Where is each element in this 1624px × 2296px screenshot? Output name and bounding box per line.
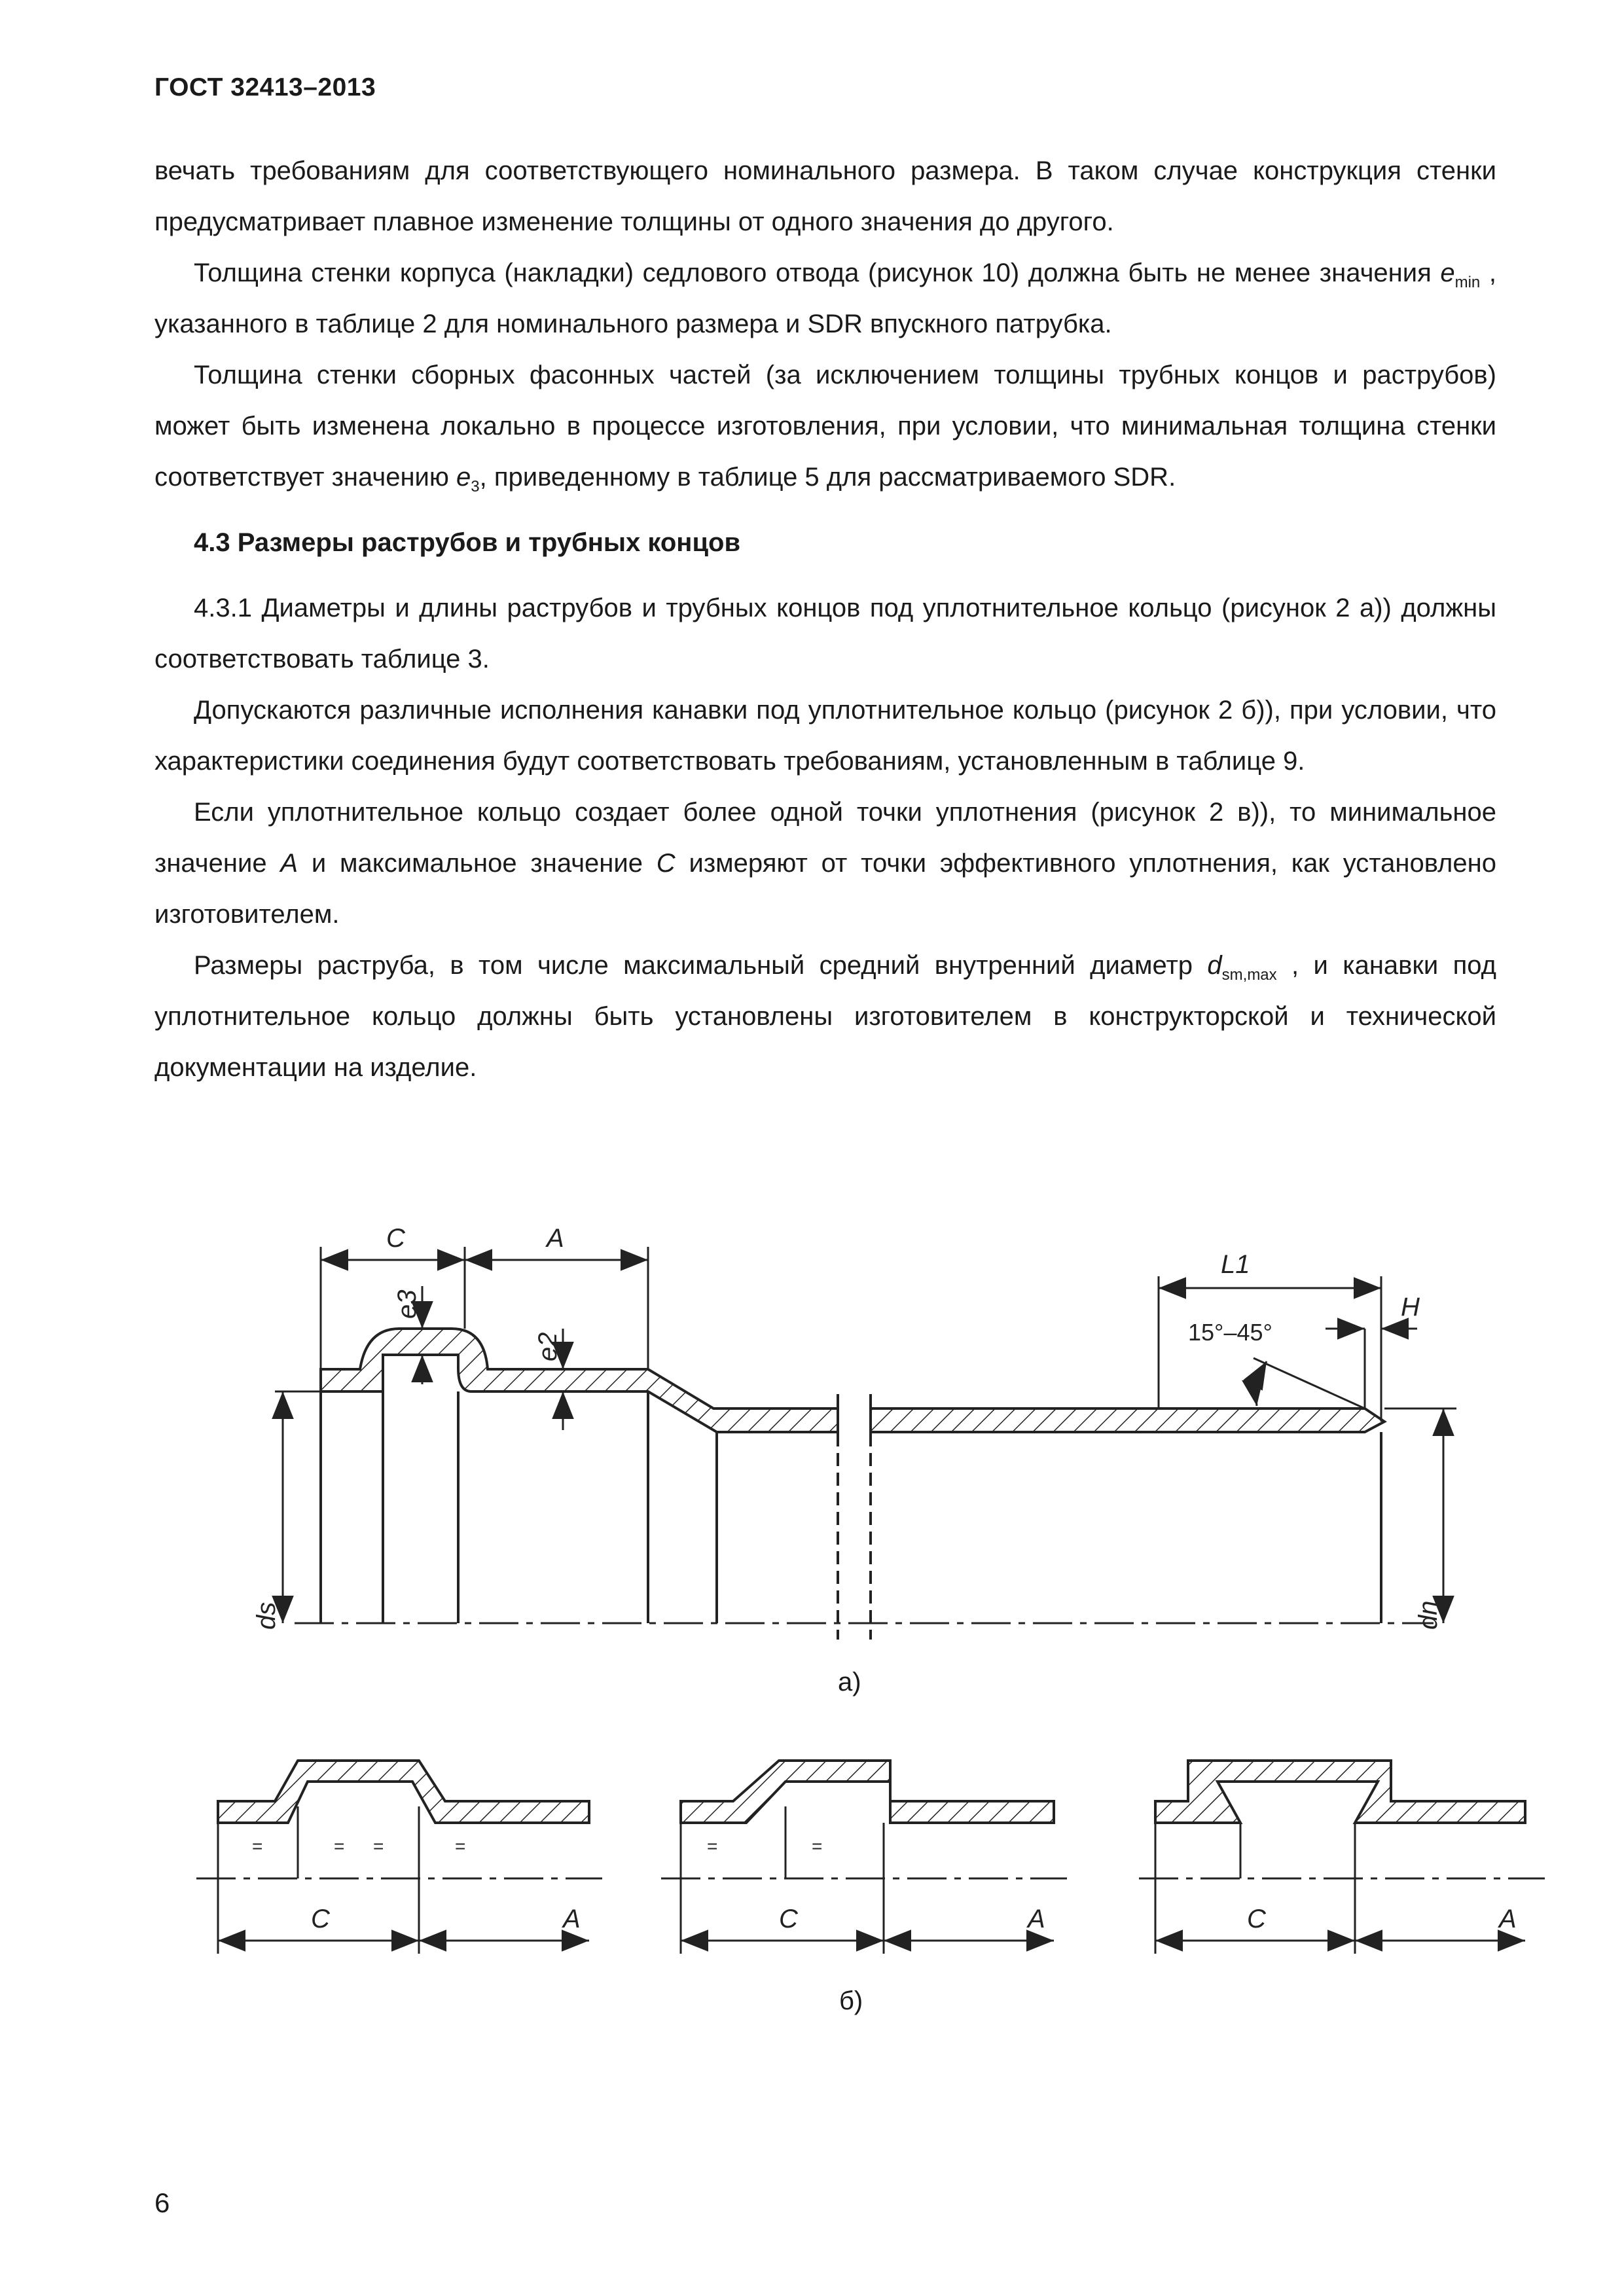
paragraph-socket-dims: Размеры раструба, в том числе максимальный средний внутренний диаметр $d_{sm,max}$ , и канавки под уплотнительное кольцо должны быть установлены изготовителем в конструкторской и технической документации на изделие. bbox=[154, 951, 1497, 1082]
paragraph-saddle-wall: Толщина стенки корпуса (накладки) седлового отвода (рисунок 10) должна быть не менее значения $e_{min}$ , указанного в таблице 2 для номинального размера и SDR впускного патрубка. bbox=[154, 259, 1496, 338]
label-angle: 15°–45° bbox=[1188, 1319, 1272, 1346]
sub-min: min bbox=[1454, 274, 1481, 291]
eq-mark: = bbox=[252, 1836, 263, 1856]
label-ds: ds bbox=[252, 1602, 281, 1630]
label-L1: L1 bbox=[1221, 1250, 1250, 1279]
paragraph-continuation: вечать требованиям для соответствующего номинального размера. В таком случае конструкция стенки предусматривает плавное изменение толщины от одного значения до другого. bbox=[154, 156, 1496, 236]
label-C: C bbox=[386, 1224, 405, 1253]
eq-mark: = bbox=[455, 1836, 466, 1856]
groove-variant-3 bbox=[1155, 1761, 1525, 1823]
label-A: A bbox=[547, 1224, 564, 1253]
eq-mark: = bbox=[812, 1836, 823, 1856]
eq-mark: = bbox=[334, 1836, 345, 1856]
b2-label-A: A bbox=[1028, 1905, 1045, 1933]
paragraph-fabricated-wall: Толщина стенки сборных фасонных частей (за исключением толщины трубных концов и раструбов) может быть изменена локально в процессе изготовления, при условии, что минимальная толщина стенки соответствует значению $e_3$, приведенному в таблице 5 для рассматриваемого SDR. bbox=[154, 361, 1496, 495]
label-e2: e2 bbox=[533, 1332, 562, 1361]
eq-mark: = bbox=[707, 1836, 718, 1856]
label-H: H bbox=[1401, 1293, 1420, 1321]
groove-variant-2 bbox=[681, 1761, 1054, 1823]
figure-b-caption: б) bbox=[839, 1986, 863, 2015]
b1-label-A: A bbox=[563, 1905, 581, 1933]
b3-label-A: A bbox=[1499, 1905, 1517, 1933]
var-e: e bbox=[1440, 259, 1455, 287]
paragraph-groove-variants: Допускаются различные исполнения канавки под уплотнительное кольцо (рисунок 2 б)), при условии, что характеристики соединения будут соответствовать требованиям, установленным в таблице 9. bbox=[154, 696, 1496, 776]
var-e3: e bbox=[456, 463, 471, 492]
document-header: ГОСТ 32413–2013 bbox=[154, 73, 376, 101]
paragraph-4-3-1: 4.3.1 Диаметры и длины раструбов и трубных концов под уплотнительное кольцо (рисунок 2 а)) должны соответствовать таблице 3. bbox=[154, 594, 1496, 673]
eq-mark: = bbox=[373, 1836, 384, 1856]
page-number: 6 bbox=[154, 2187, 170, 2218]
label-dn: dn bbox=[1414, 1600, 1443, 1630]
b3-label-C: C bbox=[1247, 1905, 1266, 1933]
groove-variant-1 bbox=[218, 1761, 589, 1823]
section-title: 4.3 Размеры раструбов и трубных концов bbox=[194, 528, 741, 557]
paragraph-seal-points: Если уплотнительное кольцо создает более одной точки уплотнения (рисунок 2 в)), то минимальное значение A и максимальное значение C измеряют от точки эффективного уплотнения, как установлено изготовителем. bbox=[154, 798, 1496, 929]
label-e3: e3 bbox=[393, 1289, 422, 1319]
b1-label-C: C bbox=[311, 1905, 330, 1933]
figure-a-caption: а) bbox=[838, 1668, 861, 1696]
b2-label-C: C bbox=[779, 1905, 798, 1933]
